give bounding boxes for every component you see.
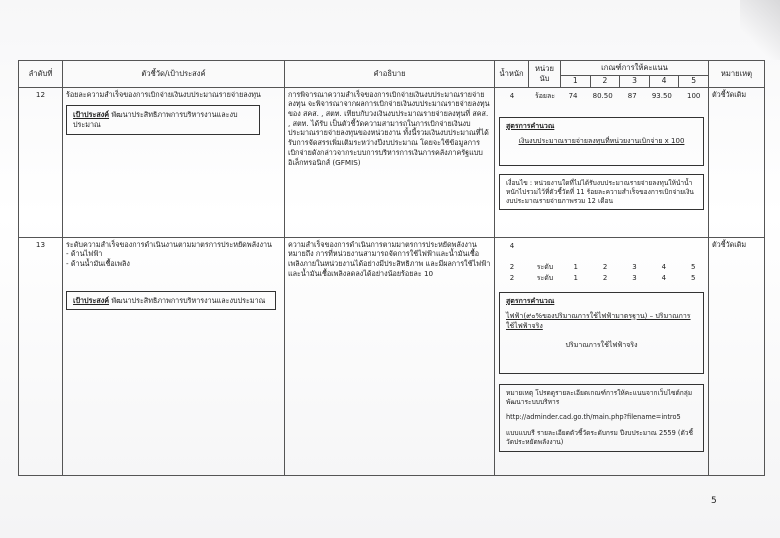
indicator-table [18, 60, 765, 476]
page-corner-shadow [740, 0, 780, 60]
header-weight: น้ำหนัก [495, 61, 529, 88]
row12-weight: 4 [509, 91, 515, 100]
row13-sub2-unit: ระดับ [536, 274, 554, 283]
row13-sub1-score-2: 2 [602, 262, 608, 271]
row12-indicator: ร้อยละความสำเร็จของการเบิกจ่ายเงินงบประมาณรายจ่ายลงทุน [66, 89, 261, 99]
header-unit [529, 61, 561, 88]
row13-goal-text: พัฒนาประสิทธิภาพการบริหารงานและงบประมาณ [111, 295, 266, 305]
row12-unit: ร้อยละ [534, 91, 556, 100]
row13-sub-item-2: - ด้านน้ำมันเชื้อเพลิง [66, 258, 130, 268]
row12-indicator-cell [63, 87, 285, 237]
row13-formula: ไฟฟ้า(๙๐%ของปริมาณการใช้ไฟฟ้ามาตรฐาน) – ปริมาณการใช้ไฟฟ้าจริง [506, 312, 691, 330]
row12-formula-box [499, 117, 704, 166]
row13-goal-box [66, 291, 276, 311]
row12-formula: เงินงบประมาณรายจ่ายลงทุนที่หน่วยงานเบิกจ่าย x 100 [518, 137, 685, 146]
row13-sub1-score-1: 1 [573, 262, 578, 271]
header-unit-bottom: นับ [539, 73, 550, 83]
row13-note-line3: แบบแบบรี รายละเอียดตัวชี้วัดระดับกรม ปีงบประมาณ 2559 (ตัวชี้วัดประหยัดพลังงาน) [506, 429, 693, 447]
row13-sub2-score-1: 1 [573, 274, 578, 283]
row13-sub1-score-3: 3 [632, 262, 637, 271]
row13-remark: ตัวชี้วัดเดิม [709, 237, 765, 475]
row13-sub1-score-5: 5 [691, 262, 696, 271]
row13-criteria-cell [495, 237, 709, 475]
level-4: 4 [649, 76, 679, 86]
row12-condition-box [499, 174, 704, 211]
table-header-row [19, 61, 765, 76]
row13-sub2-score-4: 4 [661, 274, 667, 283]
row13-formula-title: สูตรการคำนวณ [506, 296, 555, 305]
row13-formula-denominator: ปริมาณการใช้ไฟฟ้าจริง [565, 341, 638, 350]
row13-note-box [499, 384, 704, 452]
row13-sub2-score-2: 2 [602, 274, 608, 283]
row13-goal-label: เป้าประสงค์ [73, 295, 110, 305]
row13-sub-item-1: - ด้านไฟฟ้า [66, 249, 103, 259]
row12-criteria-cell [495, 87, 709, 237]
level-1: 1 [572, 76, 578, 86]
row12-remark: ตัวชี้วัดเดิม [709, 87, 765, 237]
row13-sub2-weight: 2 [509, 274, 515, 283]
header-unit-top: หน่วย [535, 63, 554, 73]
row12-condition: เงื่อนไข : หน่วยงานใดที่ไม่ได้รับงบประมาณรายจ่ายลงทุนให้นำน้ำหนักไปรวมไว้ที่ตัวชี้วัดที่ 11 ร้อยละความสำเร็จของการเบิกจ่ายเงินงบประมาณรายจ่ายภาพรวม 12 เดือน [506, 178, 694, 205]
row12-goal-box [66, 105, 260, 134]
row13-note-link[interactable]: http://adminder.cad.go.th/main.php?filename=intro5 [506, 412, 681, 421]
row12-score-5: 100 [687, 91, 701, 100]
row12-score-4: 93.50 [651, 91, 672, 100]
header-description: คำอธิบาย [285, 61, 495, 88]
header-levels [561, 76, 709, 87]
header-no: ลำดับที่ [19, 61, 63, 88]
header-remark: หมายเหตุ [709, 61, 765, 88]
row13-sub-row-2 [495, 274, 708, 283]
row12-score-1: 74 [568, 91, 578, 100]
row13-sub2-score-3: 3 [632, 274, 637, 283]
row13-no: 13 [19, 237, 63, 475]
table-row-13 [19, 237, 765, 475]
row13-formula-box [499, 292, 704, 374]
page-number: 5 [711, 496, 717, 506]
row13-sub1-score-4: 4 [661, 262, 667, 271]
level-3: 3 [619, 76, 649, 86]
row12-no: 12 [19, 87, 63, 237]
header-indicator: ตัวชี้วัด/เป้าประสงค์ [63, 61, 285, 88]
row12-description: การพิจารณาความสำเร็จของการเบิกจ่ายเงินงบประมาณรายจ่ายลงทุน จะพิจารณาจากผลการเบิกจ่ายเงินงบประมาณรายจ่ายลงทุนของ สคส. , สตท. เทียบกับวงเงินงบประมาณรายจ่ายลงทุนที่ สคส. , สตท. ได้รับ เป็นตัวชี้วัดความสามารถในการเบิกจ่ายเงินงบประมาณรายจ่ายลงทุนของหน่วยงาน ทั้งนี้รวมเงินงบประมาณที่ได้รับการจัดสรรเพิ่มเติมระหว่างปีงบประมาณ โดยจะใช้ข้อมูลการเบิกจ่ายดังกล่าวจากระบบการบริหารการเงินการคลังภาครัฐแบบอิเล็กทรอนิกส์ (GFMIS) [285, 87, 495, 237]
row13-weight: 4 [509, 241, 515, 250]
level-2: 2 [590, 76, 620, 86]
row13-description: ความสำเร็จของการดำเนินการตามมาตรการประหยัดพลังงาน หมายถึง การที่หน่วยงานสามารถจัดการใช้ไฟฟ้าและน้ำมันเชื้อเพลิงภายในหน่วยงานได้อย่างมีประสิทธิภาพ และมีผลการใช้ไฟฟ้าและน้ำมันเชื้อเพลิงลดลงได้อย่างน้อยร้อยละ 10 [285, 237, 495, 475]
row13-note-line1: หมายเหตุ โปรดดูรายละเอียดเกณฑ์การให้คะแนนจากเว็บไซต์กลุ่มพัฒนาระบบบริหาร [506, 388, 693, 406]
row13-sub1-unit: ระดับ [536, 262, 554, 271]
row12-goal-text: พัฒนาประสิทธิภาพการบริหารงานและงบประมาณ [73, 110, 238, 129]
table-row-12 [19, 87, 765, 237]
row12-goal-label: เป้าประสงค์ [73, 110, 110, 120]
level-5: 5 [678, 76, 708, 86]
row12-formula-title: สูตรการคำนวณ [506, 121, 555, 130]
row13-sub1-weight: 2 [509, 262, 515, 271]
row13-sub-row-1 [495, 263, 708, 272]
row12-score-2: 80.50 [592, 91, 613, 100]
row12-score-3: 87 [627, 91, 637, 100]
row13-indicator-cell [63, 237, 285, 475]
row13-sub2-score-5: 5 [691, 274, 696, 283]
header-criteria: เกณฑ์การให้คะแนน [561, 61, 709, 76]
row13-indicator: ระดับความสำเร็จของการดำเนินงานตามมาตรการประหยัดพลังงาน [66, 239, 272, 249]
